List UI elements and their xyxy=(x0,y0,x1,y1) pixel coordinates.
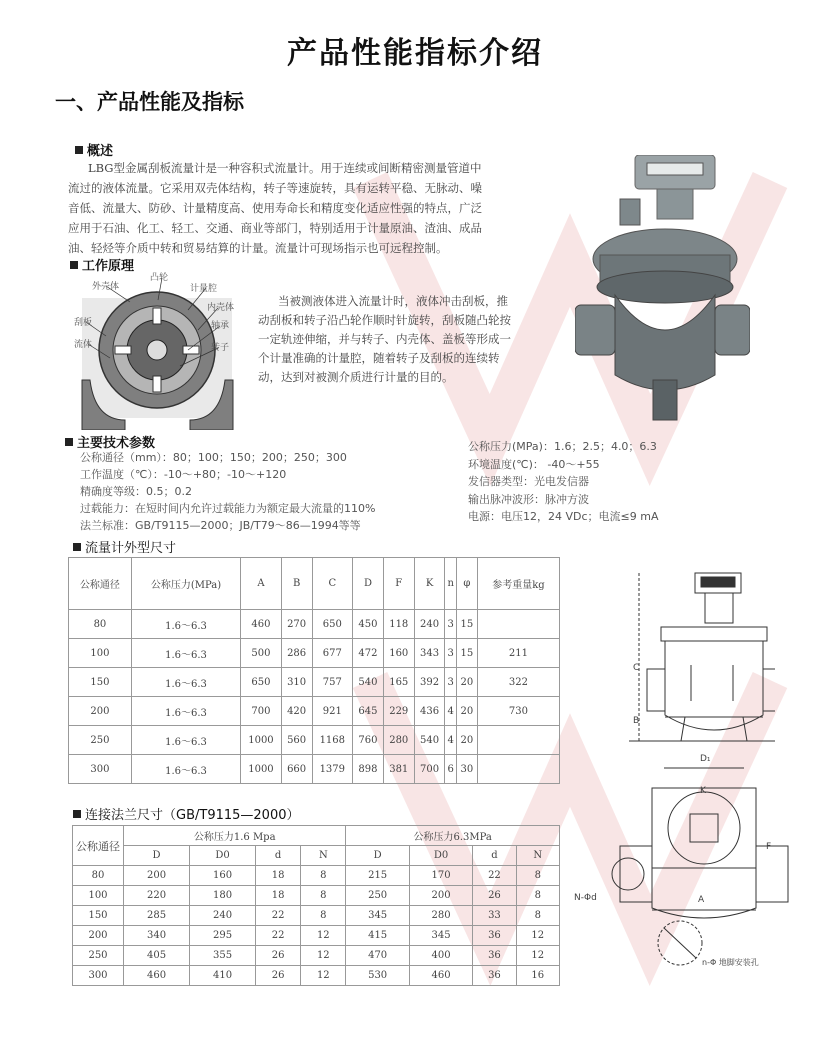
table-cell: 460 xyxy=(241,610,282,639)
table-cell: 4 xyxy=(445,726,456,755)
table-cell: 36 xyxy=(473,926,516,946)
table-cell: 8 xyxy=(516,886,559,906)
label-chamber: 计量腔 xyxy=(190,284,218,294)
table-cell: 250 xyxy=(69,726,132,755)
bullet-icon xyxy=(75,146,83,154)
table-cell: 345 xyxy=(409,926,472,946)
table-row xyxy=(73,866,560,886)
spec-line: 输出脉冲波形：脉冲方波 xyxy=(468,492,589,506)
specs-right xyxy=(468,438,768,526)
table-cell: 1000 xyxy=(241,726,282,755)
table-cell: 472 xyxy=(353,639,384,668)
table-cell: 392 xyxy=(414,668,445,697)
table-cell: 12 xyxy=(516,926,559,946)
table-cell: 415 xyxy=(346,926,409,946)
table-cell: 730 xyxy=(477,697,559,726)
header-cell: N xyxy=(301,846,346,866)
header-cell: D xyxy=(124,846,190,866)
header-cell: N xyxy=(516,846,559,866)
label-n-phi-d: N-Φd xyxy=(574,893,597,903)
mounting-hole-note: n-Φ 地脚安装孔 xyxy=(702,958,759,967)
table-cell: 300 xyxy=(69,755,132,784)
table-cell: 22 xyxy=(473,866,516,886)
table-cell: 460 xyxy=(409,966,472,986)
table-cell: 180 xyxy=(190,886,256,906)
table-cell: 200 xyxy=(73,926,124,946)
spec-line: 精确度等级：0.5；0.2 xyxy=(80,485,192,498)
table-cell: 8 xyxy=(301,866,346,886)
overview-line: 流过的液体流量。它采用双壳体结构，转子等速旋转，具有运转平稳、无脉动、噪 xyxy=(68,181,482,195)
table-row xyxy=(69,755,560,784)
table-cell: 12 xyxy=(301,926,346,946)
table-row xyxy=(69,697,560,726)
table-cell: 229 xyxy=(383,697,414,726)
bullet-icon xyxy=(70,261,78,269)
plan-drawing xyxy=(600,758,790,973)
header-cell: 公称通径 xyxy=(69,558,132,610)
table-cell: 8 xyxy=(301,886,346,906)
table-cell: 30 xyxy=(456,755,477,784)
spec-line: 发信器类型：光电发信器 xyxy=(468,475,589,488)
principle-line: 一定轨迹伸缩，并与转子、内壳体、盖板等形成一 xyxy=(258,332,511,346)
table-cell: 650 xyxy=(241,668,282,697)
dim-label-f: F xyxy=(766,842,772,852)
table-cell: 300 xyxy=(73,966,124,986)
header-cell: 公称压力1.6 Mpa xyxy=(124,826,346,846)
table-cell: 150 xyxy=(73,906,124,926)
table-cell: 160 xyxy=(190,866,256,886)
principle-line: 个计量准确的计量腔，随着转子及刮板的连续转 xyxy=(258,351,500,365)
table-cell xyxy=(477,755,559,784)
dimensions-table xyxy=(68,557,560,784)
header-cell: B xyxy=(281,558,312,610)
table-cell: 8 xyxy=(516,906,559,926)
table-cell: 677 xyxy=(312,639,353,668)
table-cell: 470 xyxy=(346,946,409,966)
header-cell: d xyxy=(256,846,301,866)
table-cell: 1168 xyxy=(312,726,353,755)
table-cell: 8 xyxy=(516,866,559,886)
label-rotor: 转子 xyxy=(211,343,230,353)
principle-line: 动刮板和转子沿凸轮作顺时针旋转，刮板随凸轮按 xyxy=(258,313,511,327)
table-cell: 250 xyxy=(73,946,124,966)
overview-line: LBG型金属刮板流量计是一种容积式流量计。用于连续或间断精密测量管道中 xyxy=(88,161,482,175)
dimensions-label: 流量计外型尺寸 xyxy=(73,537,176,556)
header-cell: K xyxy=(414,558,445,610)
table-cell: 3 xyxy=(445,639,456,668)
flange-body xyxy=(73,866,560,986)
header-cell: D xyxy=(346,846,409,866)
table-cell: 12 xyxy=(301,966,346,986)
table-cell: 650 xyxy=(312,610,353,639)
table-row xyxy=(73,966,560,986)
table-cell: 15 xyxy=(456,610,477,639)
table-cell: 500 xyxy=(241,639,282,668)
header-cell: 参考重量kg xyxy=(477,558,559,610)
header-cell: C xyxy=(312,558,353,610)
table-cell: 1.6～6.3 xyxy=(131,726,240,755)
table-cell: 285 xyxy=(124,906,190,926)
table-cell: 345 xyxy=(346,906,409,926)
header-cell: φ xyxy=(456,558,477,610)
table-cell: 340 xyxy=(124,926,190,946)
table-cell: 200 xyxy=(409,886,472,906)
principle-label: 工作原理 xyxy=(70,255,134,274)
table-cell: 700 xyxy=(241,697,282,726)
dim-label-d1: D₁ xyxy=(700,754,711,764)
bullet-icon xyxy=(65,438,73,446)
table-cell: 270 xyxy=(281,610,312,639)
table-cell: 240 xyxy=(190,906,256,926)
table-cell: 211 xyxy=(477,639,559,668)
table-row xyxy=(69,610,560,639)
table-cell xyxy=(477,610,559,639)
flange-label: 连接法兰尺寸（GB/T9115—2000） xyxy=(73,804,299,823)
table-cell: 36 xyxy=(473,966,516,986)
table-cell: 1.6～6.3 xyxy=(131,755,240,784)
table-cell: 20 xyxy=(456,668,477,697)
table-cell: 760 xyxy=(353,726,384,755)
table-cell: 16 xyxy=(516,966,559,986)
spec-line: 工作温度（℃）：-10～+80；-10～+120 xyxy=(80,468,287,481)
spec-line: 电源：电压12，24 VDc；电流≤9 mA xyxy=(468,510,659,523)
label-scraper: 刮板 xyxy=(74,318,93,328)
elevation-drawing xyxy=(625,565,775,765)
header-cell: D xyxy=(353,558,384,610)
table-cell: 150 xyxy=(69,668,132,697)
table-cell: 36 xyxy=(473,946,516,966)
overview-text xyxy=(68,158,568,258)
table-cell: 200 xyxy=(69,697,132,726)
table-cell: 1000 xyxy=(241,755,282,784)
principle-text xyxy=(258,292,558,387)
table-cell: 343 xyxy=(414,639,445,668)
flowmeter-photo xyxy=(575,155,750,425)
label-fluid: 流体 xyxy=(74,340,93,350)
table-cell: 170 xyxy=(409,866,472,886)
header-cell: 公称压力6.3MPa xyxy=(346,826,560,846)
table-row xyxy=(69,668,560,697)
header-cell: n xyxy=(445,558,456,610)
table-cell: 645 xyxy=(353,697,384,726)
table-cell: 20 xyxy=(456,726,477,755)
dim-label-c: C xyxy=(633,663,640,673)
table-cell: 322 xyxy=(477,668,559,697)
table-cell: 921 xyxy=(312,697,353,726)
table-cell: 280 xyxy=(409,906,472,926)
table-cell xyxy=(477,726,559,755)
spec-line: 过载能力：在短时间内允许过载能力为额定最大流量的110% xyxy=(80,502,376,515)
table-cell: 8 xyxy=(301,906,346,926)
table-cell: 80 xyxy=(69,610,132,639)
table-cell: 215 xyxy=(346,866,409,886)
principle-line: 动，达到对被测介质进行计量的目的。 xyxy=(258,370,454,384)
table-cell: 355 xyxy=(190,946,256,966)
specs-label: 主要技术参数 xyxy=(65,432,155,451)
dimensions-body xyxy=(69,610,560,784)
table-cell: 436 xyxy=(414,697,445,726)
table-cell: 4 xyxy=(445,697,456,726)
table-cell: 3 xyxy=(445,610,456,639)
section-heading: 一、产品性能及指标 xyxy=(55,90,244,114)
table-cell: 410 xyxy=(190,966,256,986)
table-cell: 1.6～6.3 xyxy=(131,697,240,726)
table-cell: 1.6～6.3 xyxy=(131,668,240,697)
table-cell: 280 xyxy=(383,726,414,755)
table-row xyxy=(69,726,560,755)
table-cell: 15 xyxy=(456,639,477,668)
table-cell: 420 xyxy=(281,697,312,726)
header-cell: D0 xyxy=(409,846,472,866)
table-cell: 898 xyxy=(353,755,384,784)
table-cell: 530 xyxy=(346,966,409,986)
table-cell: 405 xyxy=(124,946,190,966)
overview-line: 应用于石油、化工、轻工、交通、商业等部门，特别适用于计量原油、渣油、成品 xyxy=(68,221,482,235)
spec-line: 公称通径（mm）：80；100；150；200；250；300 xyxy=(80,451,347,464)
table-row xyxy=(69,639,560,668)
header-cell: D0 xyxy=(190,846,256,866)
table-row xyxy=(73,886,560,906)
table-cell: 12 xyxy=(301,946,346,966)
flange-table xyxy=(72,825,560,986)
table-cell: 560 xyxy=(281,726,312,755)
table-cell: 1379 xyxy=(312,755,353,784)
header-cell: 公称压力(MPa) xyxy=(131,558,240,610)
table-cell: 118 xyxy=(383,610,414,639)
table-cell: 310 xyxy=(281,668,312,697)
table-cell: 3 xyxy=(445,668,456,697)
table-cell: 200 xyxy=(124,866,190,886)
principle-line: 当被测液体进入流量计时，液体冲击刮板，推 xyxy=(278,294,508,308)
table-cell: 33 xyxy=(473,906,516,926)
table-cell: 165 xyxy=(383,668,414,697)
table-cell: 26 xyxy=(256,946,301,966)
table-header-row xyxy=(73,846,560,866)
table-cell: 220 xyxy=(124,886,190,906)
header-cell: 公称通径 xyxy=(73,826,124,866)
overview-line: 音低、流量大、防砂、计量精度高、使用寿命长和精度变化适应性强的特点，广泛 xyxy=(68,201,482,215)
spec-line: 环境温度(℃)： -40～+55 xyxy=(468,457,600,471)
dim-label-b: B xyxy=(633,716,640,726)
bullet-icon xyxy=(73,543,81,551)
label-outer-shell: 外壳体 xyxy=(92,282,120,292)
table-cell: 6 xyxy=(445,755,456,784)
table-row xyxy=(73,926,560,946)
overview-label: 概述 xyxy=(75,140,113,159)
header-cell: A xyxy=(241,558,282,610)
label-cam: 凸轮 xyxy=(150,273,169,283)
table-cell: 250 xyxy=(346,886,409,906)
dim-label-k: K xyxy=(700,786,706,796)
label-inner-shell: 内壳体 xyxy=(207,303,235,313)
bullet-icon xyxy=(73,810,81,818)
table-cell: 286 xyxy=(281,639,312,668)
table-cell: 540 xyxy=(414,726,445,755)
table-cell: 18 xyxy=(256,886,301,906)
label-bearing: 轴承 xyxy=(211,321,230,331)
table-cell: 100 xyxy=(69,639,132,668)
table-cell: 1.6～6.3 xyxy=(131,610,240,639)
table-cell: 12 xyxy=(516,946,559,966)
dim-label-a: A xyxy=(698,895,705,905)
table-cell: 1.6～6.3 xyxy=(131,639,240,668)
specs-left xyxy=(80,449,460,534)
table-cell: 22 xyxy=(256,926,301,946)
header-cell: d xyxy=(473,846,516,866)
table-cell: 240 xyxy=(414,610,445,639)
table-cell: 757 xyxy=(312,668,353,697)
table-cell: 20 xyxy=(456,697,477,726)
table-cell: 26 xyxy=(473,886,516,906)
table-cell: 381 xyxy=(383,755,414,784)
table-cell: 540 xyxy=(353,668,384,697)
overview-line: 油、轻烃等介质中转和贸易结算的计量。流量计可现场指示也可远程控制。 xyxy=(68,241,448,255)
table-cell: 18 xyxy=(256,866,301,886)
table-row xyxy=(73,946,560,966)
table-row xyxy=(73,906,560,926)
header-cell: F xyxy=(383,558,414,610)
table-cell: 660 xyxy=(281,755,312,784)
table-cell: 295 xyxy=(190,926,256,946)
table-cell: 26 xyxy=(256,966,301,986)
table-cell: 160 xyxy=(383,639,414,668)
table-cell: 700 xyxy=(414,755,445,784)
table-cell: 22 xyxy=(256,906,301,926)
table-cell: 80 xyxy=(73,866,124,886)
table-cell: 460 xyxy=(124,966,190,986)
spec-line: 法兰标准：GB/T9115—2000；JB/T79～86—1994等等 xyxy=(80,519,361,532)
page-title: 产品性能指标介绍 xyxy=(287,36,543,71)
table-header-row xyxy=(69,558,560,610)
table-cell: 100 xyxy=(73,886,124,906)
table-cell: 400 xyxy=(409,946,472,966)
table-cell: 450 xyxy=(353,610,384,639)
table-header-row xyxy=(73,826,560,846)
spec-line: 公称压力(MPa)：1.6；2.5；4.0；6.3 xyxy=(468,440,657,453)
